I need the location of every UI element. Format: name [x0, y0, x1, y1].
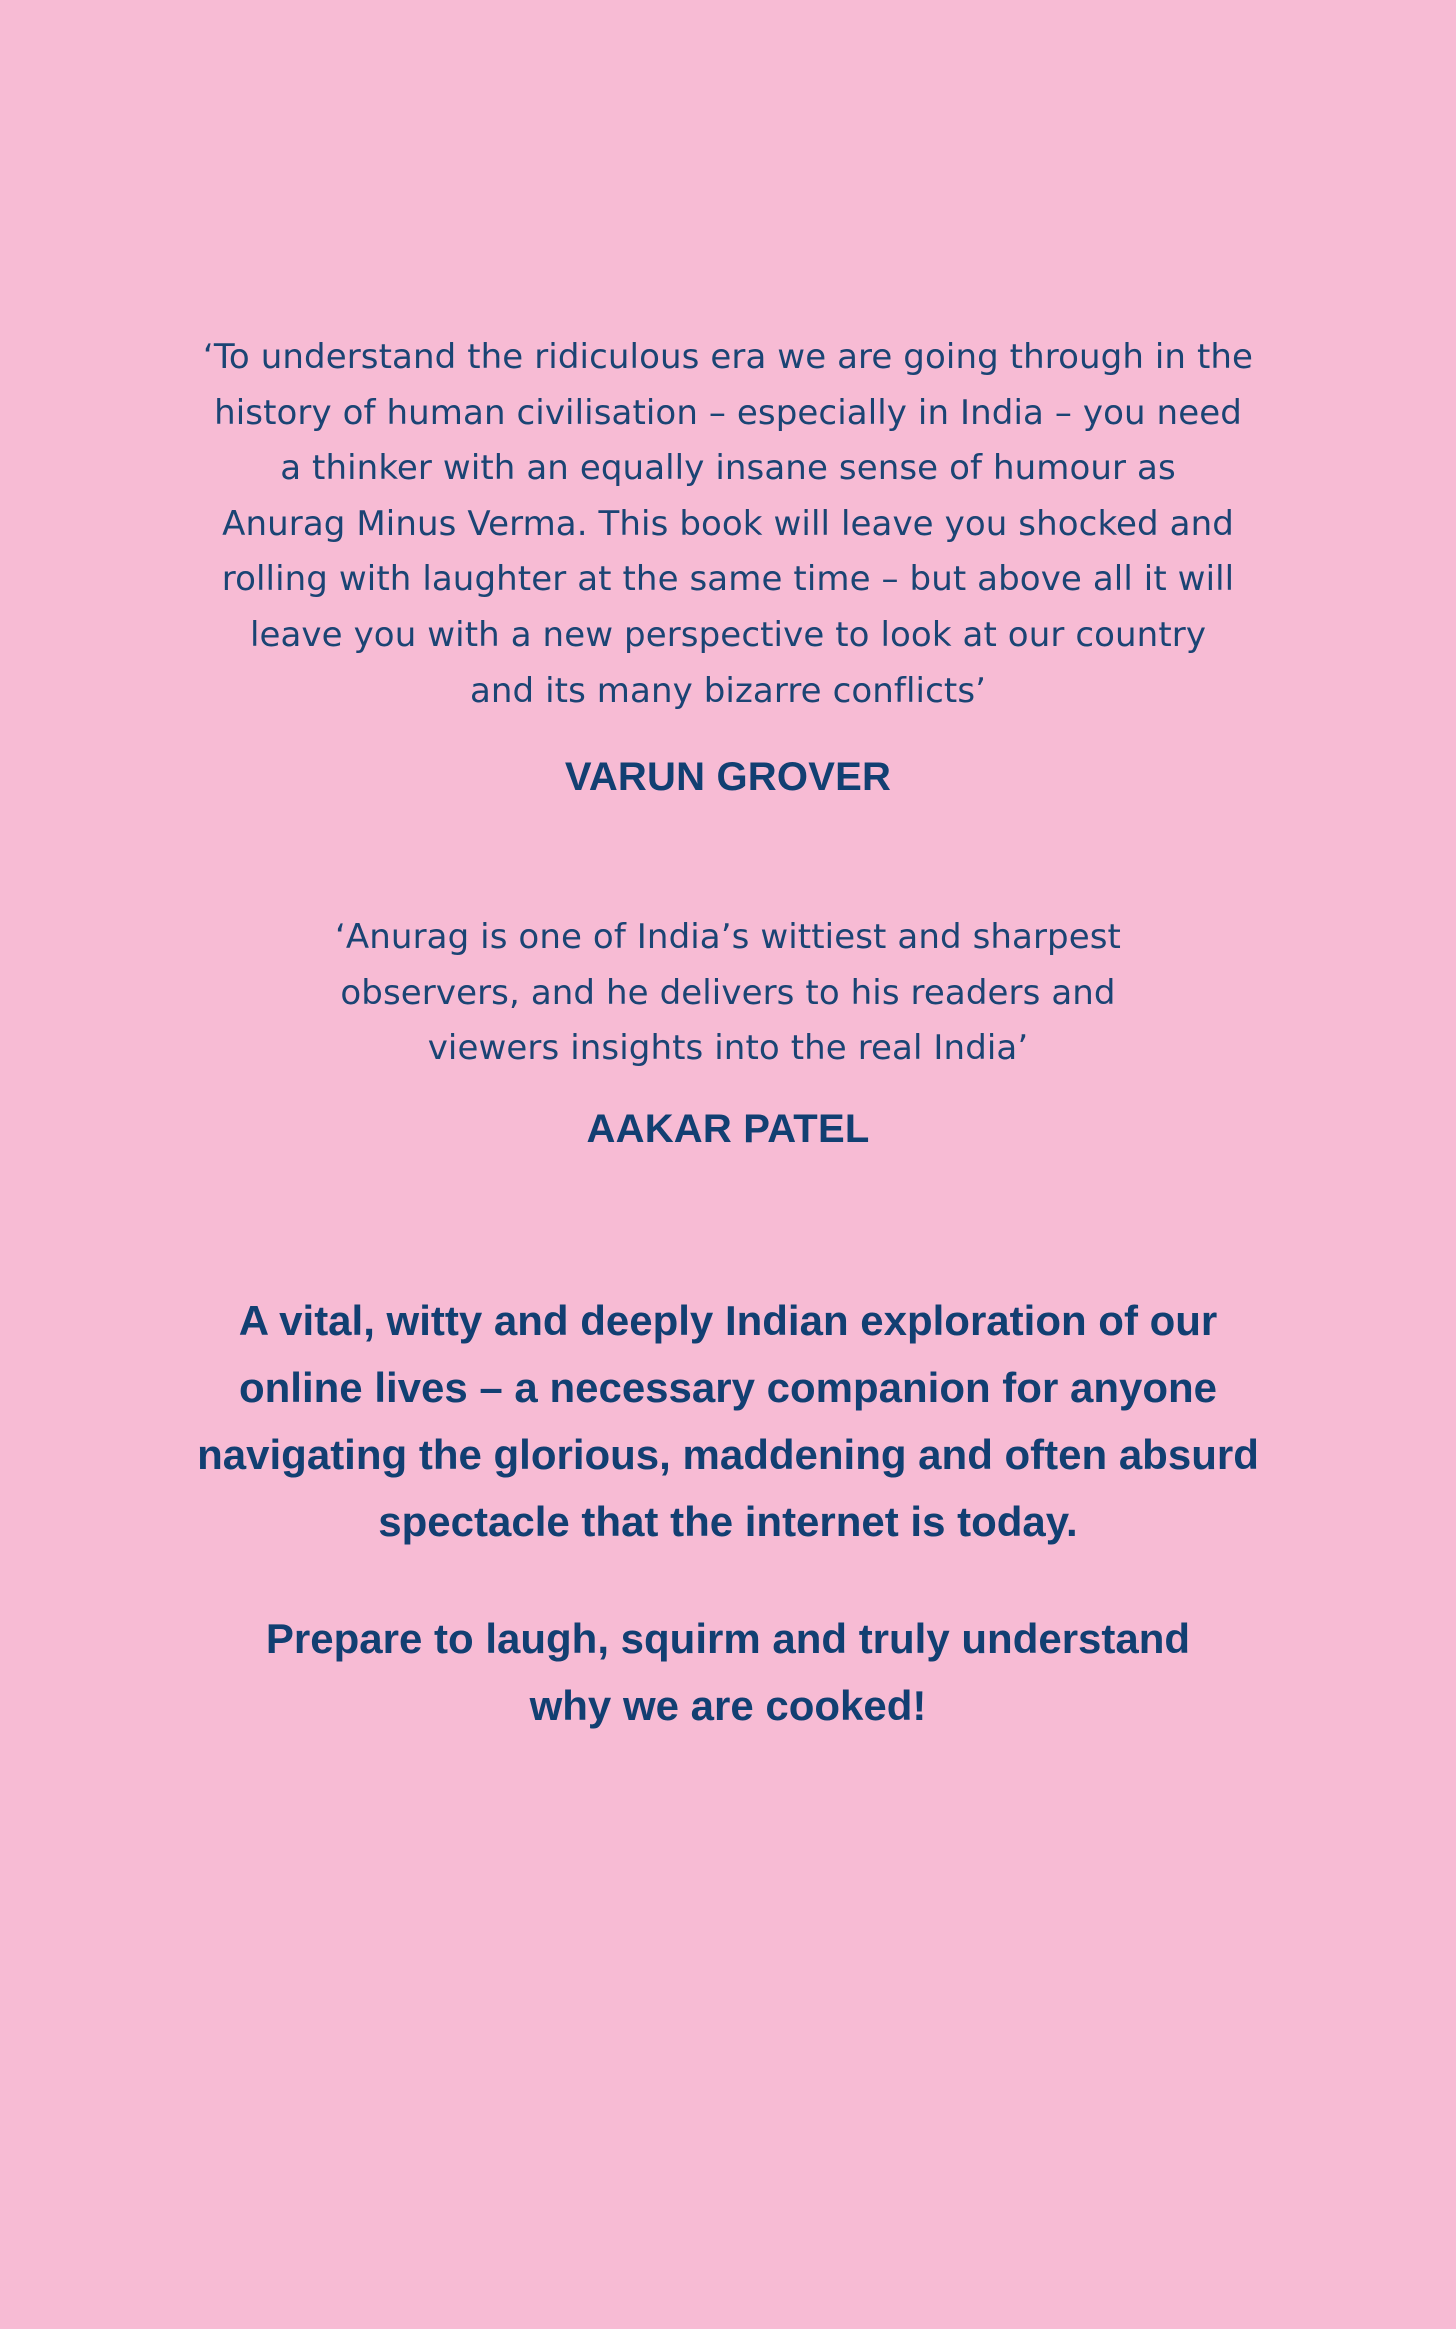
- quote-line: a thinker with an equally insane sense of humour as: [280, 448, 1176, 489]
- quote-line: leave you with a new perspective to look at our country: [249, 614, 1207, 655]
- quote-line: observers, and he delivers to his readers and: [340, 972, 1116, 1013]
- quote-line: history of human civilisation – especially in India – you need: [214, 392, 1242, 433]
- blurb-line: online lives – a necessary companion for anyone: [238, 1364, 1218, 1411]
- tagline-line: Prepare to laugh, squirm and truly understand: [265, 1615, 1191, 1662]
- endorsement-author-aakar-patel: AAKAR PATEL: [586, 1107, 870, 1151]
- endorsement-quote-aakar-patel: [0, 910, 1456, 1077]
- quote-line: and its many bizarre conflicts’: [469, 670, 987, 711]
- blurb-line: navigating the glorious, maddening and often absurd: [197, 1431, 1259, 1478]
- quote-line: rolling with laughter at the same time – but above all it will: [221, 559, 1235, 600]
- quote-line: ‘To understand the ridiculous era we are going through in the: [202, 337, 1254, 377]
- quote-line: Anurag Minus Verma. This book will leave you shocked and: [222, 503, 1234, 544]
- quote-line: viewers insights into the real India’: [427, 1028, 1029, 1069]
- book-blurb-paragraph: [0, 1287, 1456, 1555]
- quote-line: ‘Anurag is one of India’s wittiest and sharpest: [335, 917, 1121, 957]
- tagline-line: why we are cooked!: [529, 1682, 927, 1729]
- book-tagline-paragraph: [0, 1605, 1456, 1739]
- endorsement-quote-varun-grover: [0, 330, 1456, 719]
- endorsement-author-varun-grover: VARUN GROVER: [564, 755, 892, 799]
- blurb-line: spectacle that the internet is today.: [378, 1498, 1078, 1545]
- blurb-line: A vital, witty and deeply Indian exploration of our: [238, 1297, 1218, 1344]
